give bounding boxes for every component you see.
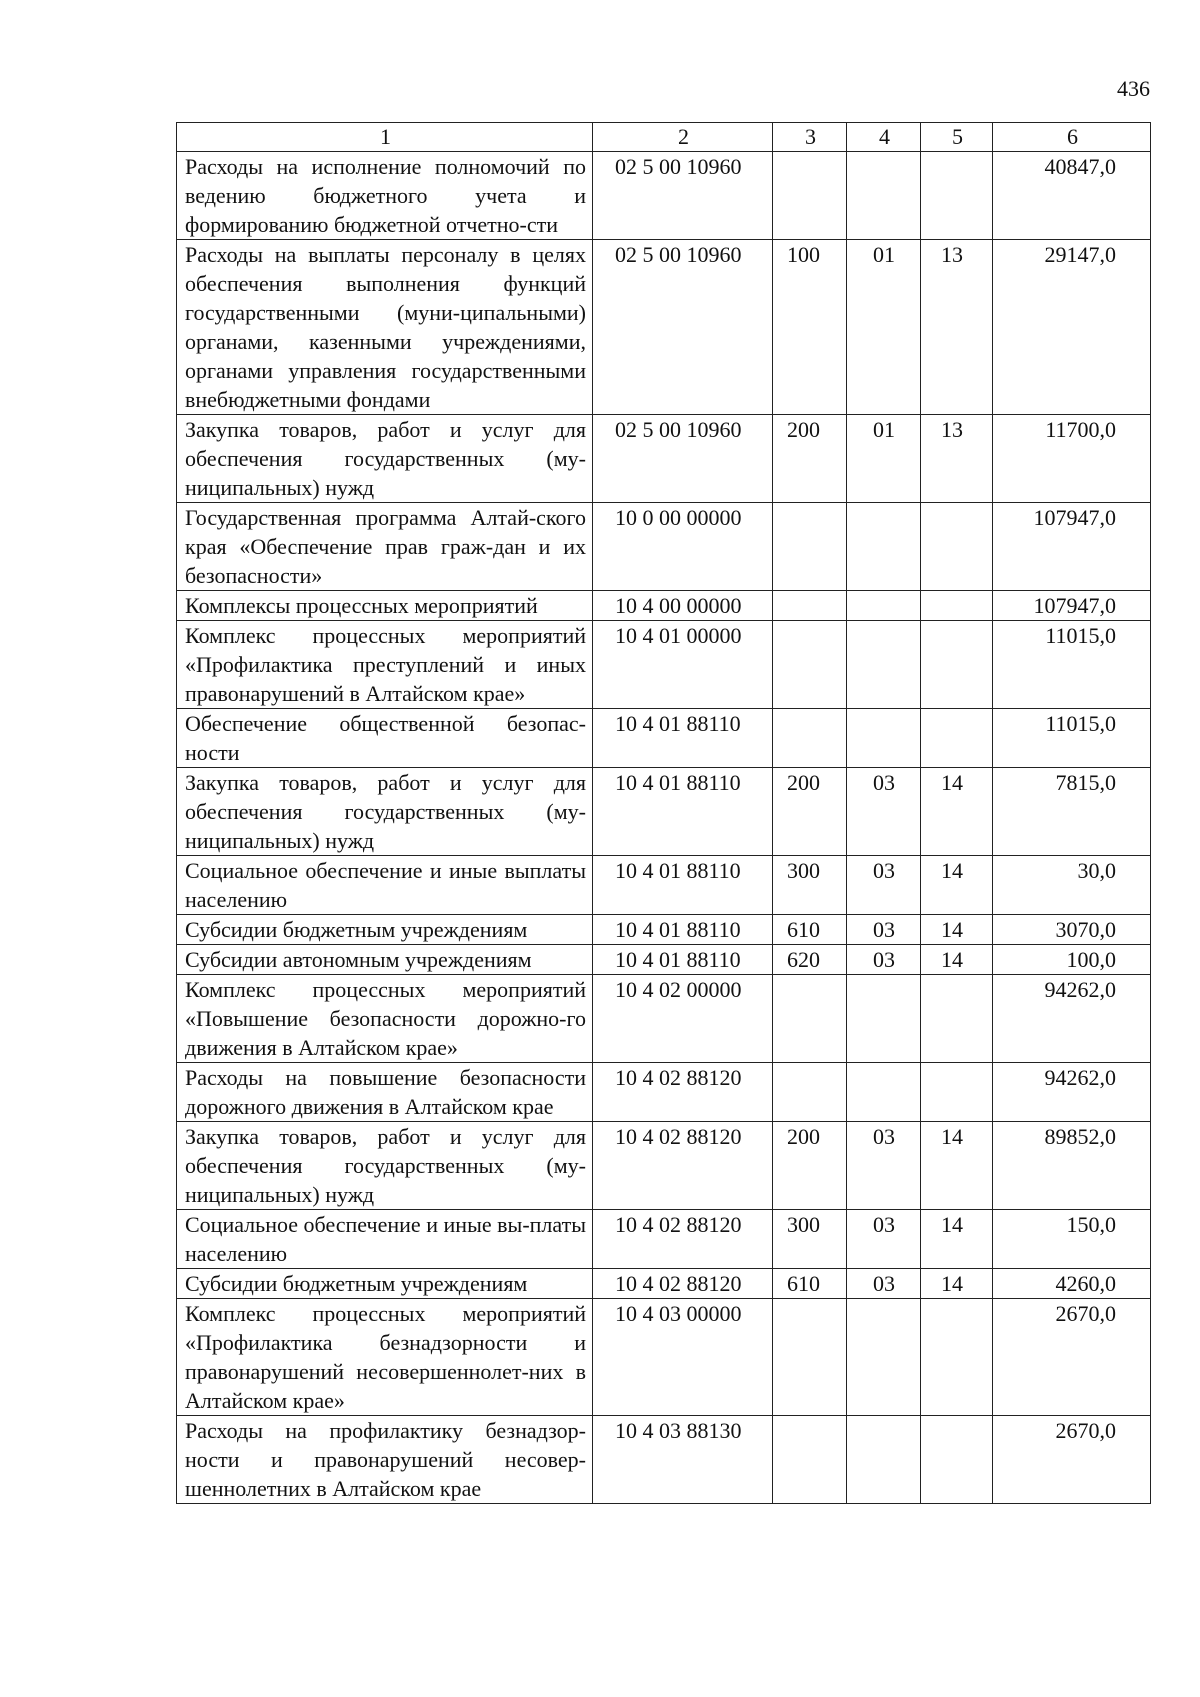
cell-amount: 107947,0: [993, 591, 1151, 621]
cell-col3: 620: [773, 945, 847, 975]
cell-col4: 03: [847, 1269, 921, 1299]
cell-col5: [921, 621, 993, 709]
cell-name: Комплекс процессных мероприятий «Профилактика преступлений и иных правонарушений в Алтайском крае»: [177, 621, 593, 709]
cell-col4: [847, 152, 921, 240]
cell-col5: 13: [921, 240, 993, 415]
cell-col4: 03: [847, 856, 921, 915]
table-row: [177, 709, 1151, 768]
cell-col4: 03: [847, 945, 921, 975]
cell-col4: 03: [847, 1122, 921, 1210]
cell-code: 10 4 03 88130: [593, 1416, 773, 1504]
table-row: [177, 240, 1151, 415]
cell-col5: [921, 975, 993, 1063]
table-row: [177, 768, 1151, 856]
cell-code: 10 4 03 00000: [593, 1299, 773, 1416]
cell-amount: 11015,0: [993, 621, 1151, 709]
cell-col5: 14: [921, 1210, 993, 1269]
cell-col3: [773, 1063, 847, 1122]
cell-col3: [773, 152, 847, 240]
cell-col3: 200: [773, 415, 847, 503]
cell-col3: 200: [773, 1122, 847, 1210]
table-row: [177, 591, 1151, 621]
cell-name: Закупка товаров, работ и услуг для обеспечения государственных (му-ниципальных) нужд: [177, 415, 593, 503]
cell-code: 10 4 00 00000: [593, 591, 773, 621]
cell-col5: 13: [921, 415, 993, 503]
cell-amount: 94262,0: [993, 1063, 1151, 1122]
cell-col4: [847, 1416, 921, 1504]
cell-code: 10 4 02 88120: [593, 1063, 773, 1122]
table-row: [177, 856, 1151, 915]
cell-name: Субсидии автономным учреждениям: [177, 945, 593, 975]
cell-amount: 89852,0: [993, 1122, 1151, 1210]
cell-name: Обеспечение общественной безопас-ности: [177, 709, 593, 768]
cell-col4: 03: [847, 915, 921, 945]
cell-amount: 4260,0: [993, 1269, 1151, 1299]
cell-amount: 2670,0: [993, 1416, 1151, 1504]
cell-col3: [773, 709, 847, 768]
column-header: 2: [593, 123, 773, 152]
cell-col4: [847, 503, 921, 591]
cell-name: Комплексы процессных мероприятий: [177, 591, 593, 621]
cell-col3: 610: [773, 1269, 847, 1299]
cell-amount: 107947,0: [993, 503, 1151, 591]
cell-col5: [921, 591, 993, 621]
cell-name: Субсидии бюджетным учреждениям: [177, 1269, 593, 1299]
cell-col3: [773, 591, 847, 621]
cell-code: 10 4 02 88120: [593, 1269, 773, 1299]
cell-amount: 94262,0: [993, 975, 1151, 1063]
table-row: [177, 1416, 1151, 1504]
cell-col3: [773, 503, 847, 591]
cell-col5: 14: [921, 856, 993, 915]
cell-col4: [847, 621, 921, 709]
cell-amount: 2670,0: [993, 1299, 1151, 1416]
table-body: [177, 152, 1151, 1504]
cell-col4: [847, 975, 921, 1063]
cell-col4: 03: [847, 1210, 921, 1269]
cell-col3: 300: [773, 1210, 847, 1269]
cell-name: Социальное обеспечение и иные выплаты населению: [177, 856, 593, 915]
column-header: 3: [773, 123, 847, 152]
cell-col5: 14: [921, 915, 993, 945]
cell-name: Социальное обеспечение и иные вы-платы населению: [177, 1210, 593, 1269]
cell-col3: [773, 1416, 847, 1504]
table-row: [177, 945, 1151, 975]
cell-col5: 14: [921, 1269, 993, 1299]
cell-name: Субсидии бюджетным учреждениям: [177, 915, 593, 945]
cell-col4: 01: [847, 415, 921, 503]
column-header: 6: [993, 123, 1151, 152]
table-row: [177, 1122, 1151, 1210]
table-row: [177, 152, 1151, 240]
table-row: [177, 1063, 1151, 1122]
cell-col3: 100: [773, 240, 847, 415]
cell-amount: 11700,0: [993, 415, 1151, 503]
cell-amount: 40847,0: [993, 152, 1151, 240]
cell-name: Закупка товаров, работ и услуг для обеспечения государственных (му-ниципальных) нужд: [177, 1122, 593, 1210]
cell-col4: [847, 709, 921, 768]
column-header: 1: [177, 123, 593, 152]
cell-amount: 3070,0: [993, 915, 1151, 945]
table-row: [177, 503, 1151, 591]
cell-name: Комплекс процессных мероприятий «Повышение безопасности дорожно-го движения в Алтайском крае»: [177, 975, 593, 1063]
cell-amount: 11015,0: [993, 709, 1151, 768]
cell-col5: 14: [921, 1122, 993, 1210]
cell-col4: [847, 1063, 921, 1122]
cell-col3: [773, 1299, 847, 1416]
cell-code: 10 4 02 88120: [593, 1210, 773, 1269]
table-row: [177, 415, 1151, 503]
cell-amount: 100,0: [993, 945, 1151, 975]
cell-col5: [921, 1063, 993, 1122]
cell-col4: 03: [847, 768, 921, 856]
cell-amount: 30,0: [993, 856, 1151, 915]
cell-name: Расходы на повышение безопасности дорожного движения в Алтайском крае: [177, 1063, 593, 1122]
table-row: [177, 1269, 1151, 1299]
cell-col5: [921, 1416, 993, 1504]
cell-col4: [847, 591, 921, 621]
cell-col5: [921, 709, 993, 768]
column-header: 4: [847, 123, 921, 152]
cell-col5: [921, 152, 993, 240]
cell-col5: 14: [921, 768, 993, 856]
cell-name: Государственная программа Алтай-ского края «Обеспечение прав граж-дан и их безопасности»: [177, 503, 593, 591]
cell-col3: 610: [773, 915, 847, 945]
cell-code: 10 4 01 88110: [593, 915, 773, 945]
cell-col4: [847, 1299, 921, 1416]
cell-col5: 14: [921, 945, 993, 975]
cell-amount: 7815,0: [993, 768, 1151, 856]
cell-name: Расходы на выплаты персоналу в целях обеспечения выполнения функций государственными (муни-ципальными) органами, казенными учреждениями, органами управления государственными внебюджетными фондами: [177, 240, 593, 415]
budget-table: [176, 122, 1151, 1504]
cell-code: 10 4 01 88110: [593, 709, 773, 768]
cell-col5: [921, 1299, 993, 1416]
cell-name: Комплекс процессных мероприятий «Профилактика безнадзорности и правонарушений несовершеннолет-них в Алтайском крае»: [177, 1299, 593, 1416]
table-header-row: [177, 123, 1151, 152]
cell-code: 10 0 00 00000: [593, 503, 773, 591]
cell-code: 10 4 02 88120: [593, 1122, 773, 1210]
cell-code: 02 5 00 10960: [593, 240, 773, 415]
table-row: [177, 915, 1151, 945]
cell-code: 10 4 01 88110: [593, 768, 773, 856]
cell-name: Расходы на профилактику безнадзор-ности и правонарушений несовер-шеннолетних в Алтайском крае: [177, 1416, 593, 1504]
cell-col3: [773, 975, 847, 1063]
table-row: [177, 621, 1151, 709]
table-row: [177, 1210, 1151, 1269]
table-row: [177, 975, 1151, 1063]
cell-name: Расходы на исполнение полномочий по ведению бюджетного учета и формированию бюджетной отчетно-сти: [177, 152, 593, 240]
cell-code: 02 5 00 10960: [593, 152, 773, 240]
cell-code: 10 4 01 88110: [593, 945, 773, 975]
cell-amount: 29147,0: [993, 240, 1151, 415]
cell-code: 10 4 01 88110: [593, 856, 773, 915]
cell-amount: 150,0: [993, 1210, 1151, 1269]
cell-code: 10 4 01 00000: [593, 621, 773, 709]
cell-col3: [773, 621, 847, 709]
table-row: [177, 1299, 1151, 1416]
column-header: 5: [921, 123, 993, 152]
cell-code: 10 4 02 00000: [593, 975, 773, 1063]
page-number: 436: [1117, 76, 1150, 101]
cell-code: 02 5 00 10960: [593, 415, 773, 503]
cell-col5: [921, 503, 993, 591]
cell-col3: 300: [773, 856, 847, 915]
cell-name: Закупка товаров, работ и услуг для обеспечения государственных (му-ниципальных) нужд: [177, 768, 593, 856]
cell-col3: 200: [773, 768, 847, 856]
cell-col4: 01: [847, 240, 921, 415]
